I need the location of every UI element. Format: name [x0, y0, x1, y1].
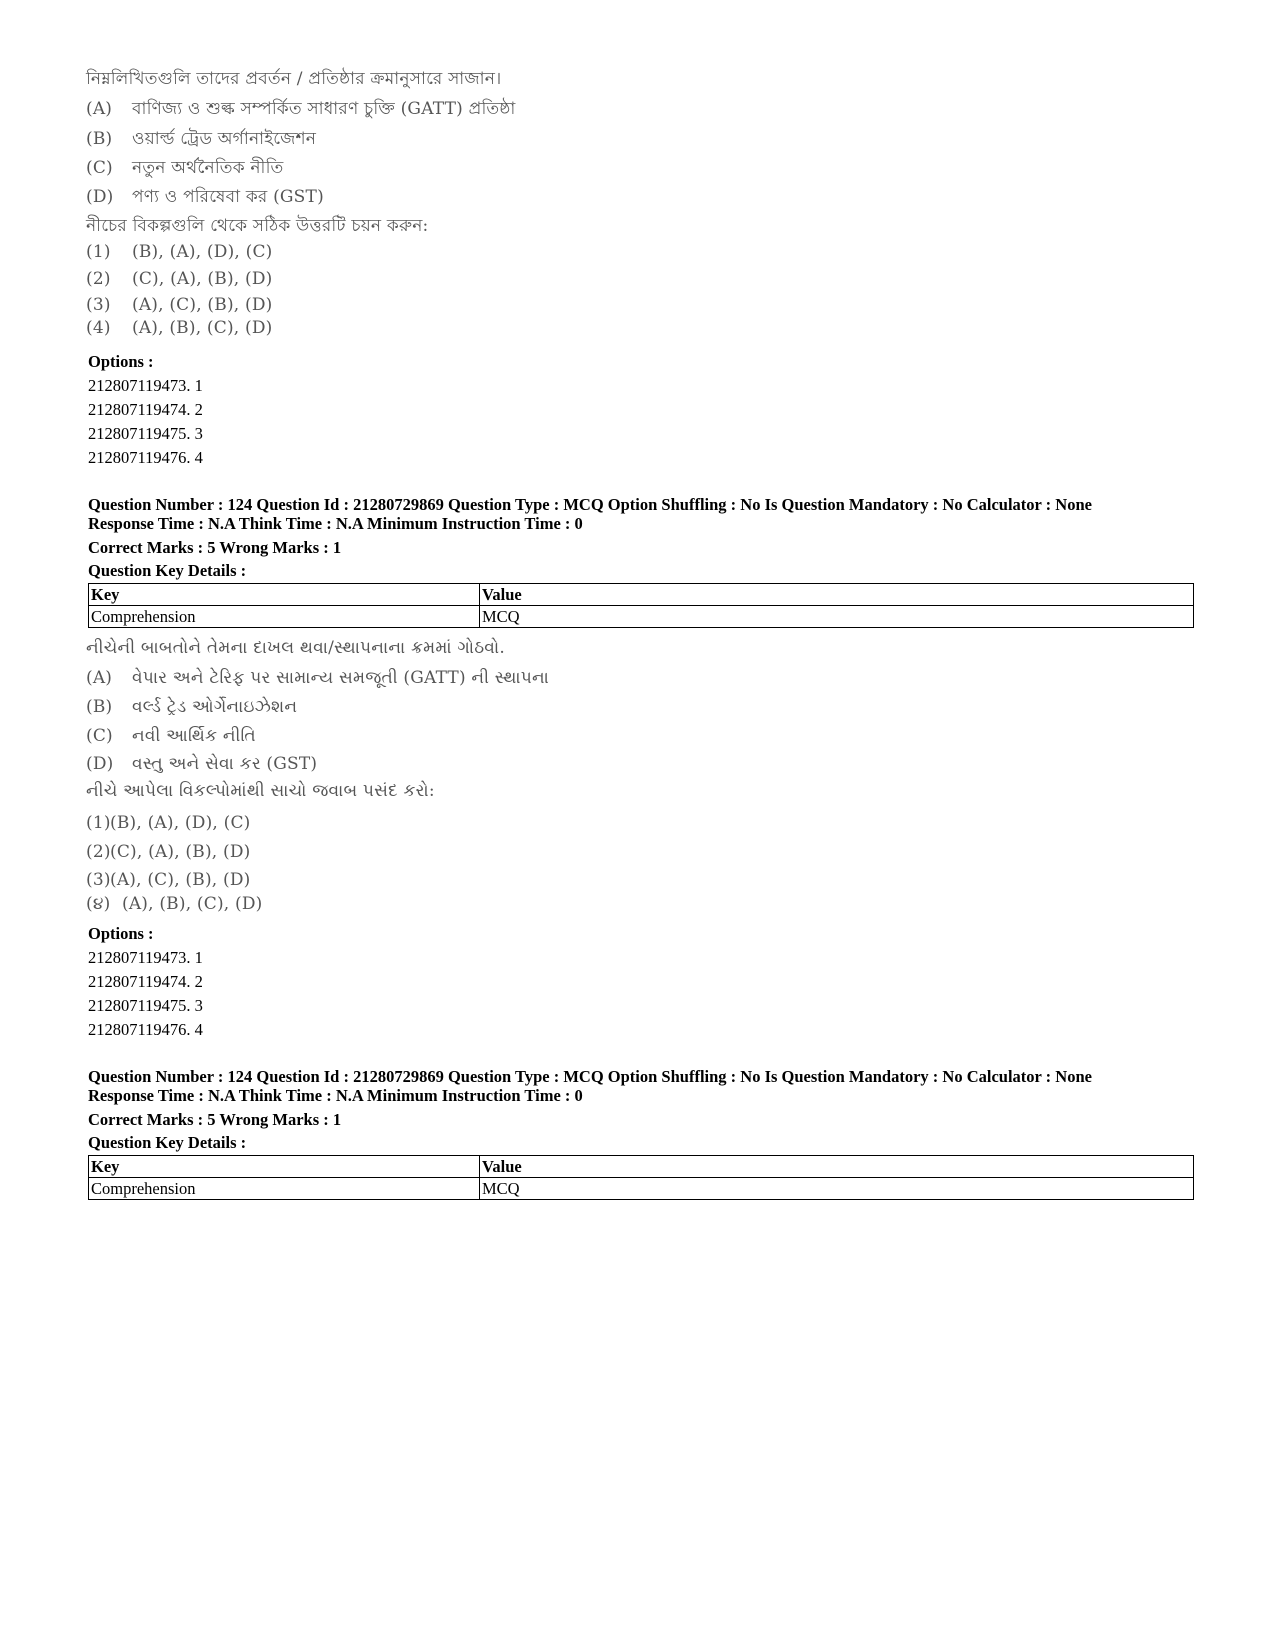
question-item: (C) নতুন অর্থনৈতিক নীতি — [86, 158, 284, 178]
option-item: 212807119476. 4 — [88, 448, 203, 467]
table-header-value: Value — [480, 584, 1194, 606]
table-row — [89, 606, 1194, 628]
option-item: 212807119474. 2 — [88, 400, 203, 419]
question-meta-line: Response Time : N.A Think Time : N.A Minimum Instruction Time : 0 — [88, 1086, 583, 1105]
question-item: (B) વર્લ્ડ ટ્રેડ ઓર્ગેનાઇઝેશન — [86, 697, 298, 717]
question-key-table — [88, 1155, 1194, 1200]
bengali-question-image — [86, 66, 646, 356]
table-header-value: Value — [480, 1156, 1194, 1178]
question-prompt: નીચે આપેલા વિકલ્પોમાંથી સાચો જવાબ પસંદ કરો: — [86, 781, 435, 801]
question-meta — [88, 1067, 1092, 1152]
option-item: 212807119473. 1 — [88, 376, 203, 395]
answer-choice: (4) (A), (B), (C), (D) — [86, 318, 273, 338]
answer-choice: (3) (A), (C), (B), (D) — [86, 295, 273, 315]
table-header-key: Key — [89, 1156, 480, 1178]
question-instruction: નીચેની બાબતોને તેમના દાખલ થવા/સ્થાપનાના ક્રમમાં ગોઠવો. — [86, 638, 505, 658]
table-cell: MCQ — [480, 606, 1194, 628]
question-item: (A) বাণিজ্য ও শুল্ক সম্পর্কিত সাধারণ চুক্তি (GATT) প্রতিষ্ঠা — [86, 99, 516, 119]
gujarati-question-image — [86, 638, 646, 918]
question-key-table — [88, 583, 1194, 628]
table-row — [89, 1178, 1194, 1200]
question-instruction: নিম্নলিখিতগুলি তাদের প্রবর্তন / প্রতিষ্ঠার ক্রমানুসারে সাজান। — [86, 69, 502, 89]
table-cell: MCQ — [480, 1178, 1194, 1200]
marks-line: Correct Marks : 5 Wrong Marks : 1 — [88, 538, 342, 557]
options-heading: Options : — [88, 924, 154, 943]
question-meta-line: Question Number : 124 Question Id : 21280729869 Question Type : MCQ Option Shuffling : No Is Question Mandatory : No Calculator : None — [88, 495, 1092, 514]
table-header-row — [89, 1156, 1194, 1178]
question-meta-line: Question Number : 124 Question Id : 21280729869 Question Type : MCQ Option Shuffling : No Is Question Mandatory : No Calculator : None — [88, 1067, 1092, 1086]
option-item: 212807119475. 3 — [88, 424, 203, 443]
question-item: (A) વેપાર અને ટેરિફ પર સામાન્ય સમજૂતી (GATT) ની સ્થાપના — [86, 668, 550, 688]
table-cell: Comprehension — [89, 606, 480, 628]
table-header-row — [89, 584, 1194, 606]
question-item: (C) નવી આર્થિક નીતિ — [86, 726, 256, 746]
table-header-key: Key — [89, 584, 480, 606]
question-meta-line: Response Time : N.A Think Time : N.A Minimum Instruction Time : 0 — [88, 514, 583, 533]
question-prompt: নীচের বিকল্পগুলি থেকে সঠিক উত্তরটি চয়ন করুন: — [86, 216, 429, 236]
option-item: 212807119473. 1 — [88, 948, 203, 967]
option-item: 212807119476. 4 — [88, 1020, 203, 1039]
option-item: 212807119474. 2 — [88, 972, 203, 991]
options-list — [88, 350, 203, 470]
answer-choice: (2) (C), (A), (B), (D) — [86, 269, 273, 289]
table-cell: Comprehension — [89, 1178, 480, 1200]
options-list — [88, 922, 203, 1042]
marks-line: Correct Marks : 5 Wrong Marks : 1 — [88, 1110, 342, 1129]
answer-choice: (૪) (A), (B), (C), (D) — [86, 894, 263, 914]
options-heading: Options : — [88, 352, 154, 371]
answer-choice: (2)(C), (A), (B), (D) — [86, 842, 251, 862]
answer-choice: (3)(A), (C), (B), (D) — [86, 870, 251, 890]
question-item: (D) পণ্য ও পরিষেবা কর (GST) — [86, 187, 324, 207]
question-item: (D) વસ્તુ અને સેવા કર (GST) — [86, 754, 318, 774]
question-meta — [88, 495, 1092, 580]
answer-choice: (1)(B), (A), (D), (C) — [86, 813, 251, 833]
key-details-heading: Question Key Details : — [88, 1133, 247, 1152]
key-details-heading: Question Key Details : — [88, 561, 247, 580]
option-item: 212807119475. 3 — [88, 996, 203, 1015]
answer-choice: (1) (B), (A), (D), (C) — [86, 242, 273, 262]
question-item: (B) ওয়ার্ল্ড ট্রেড অর্গানাইজেশন — [86, 129, 317, 149]
